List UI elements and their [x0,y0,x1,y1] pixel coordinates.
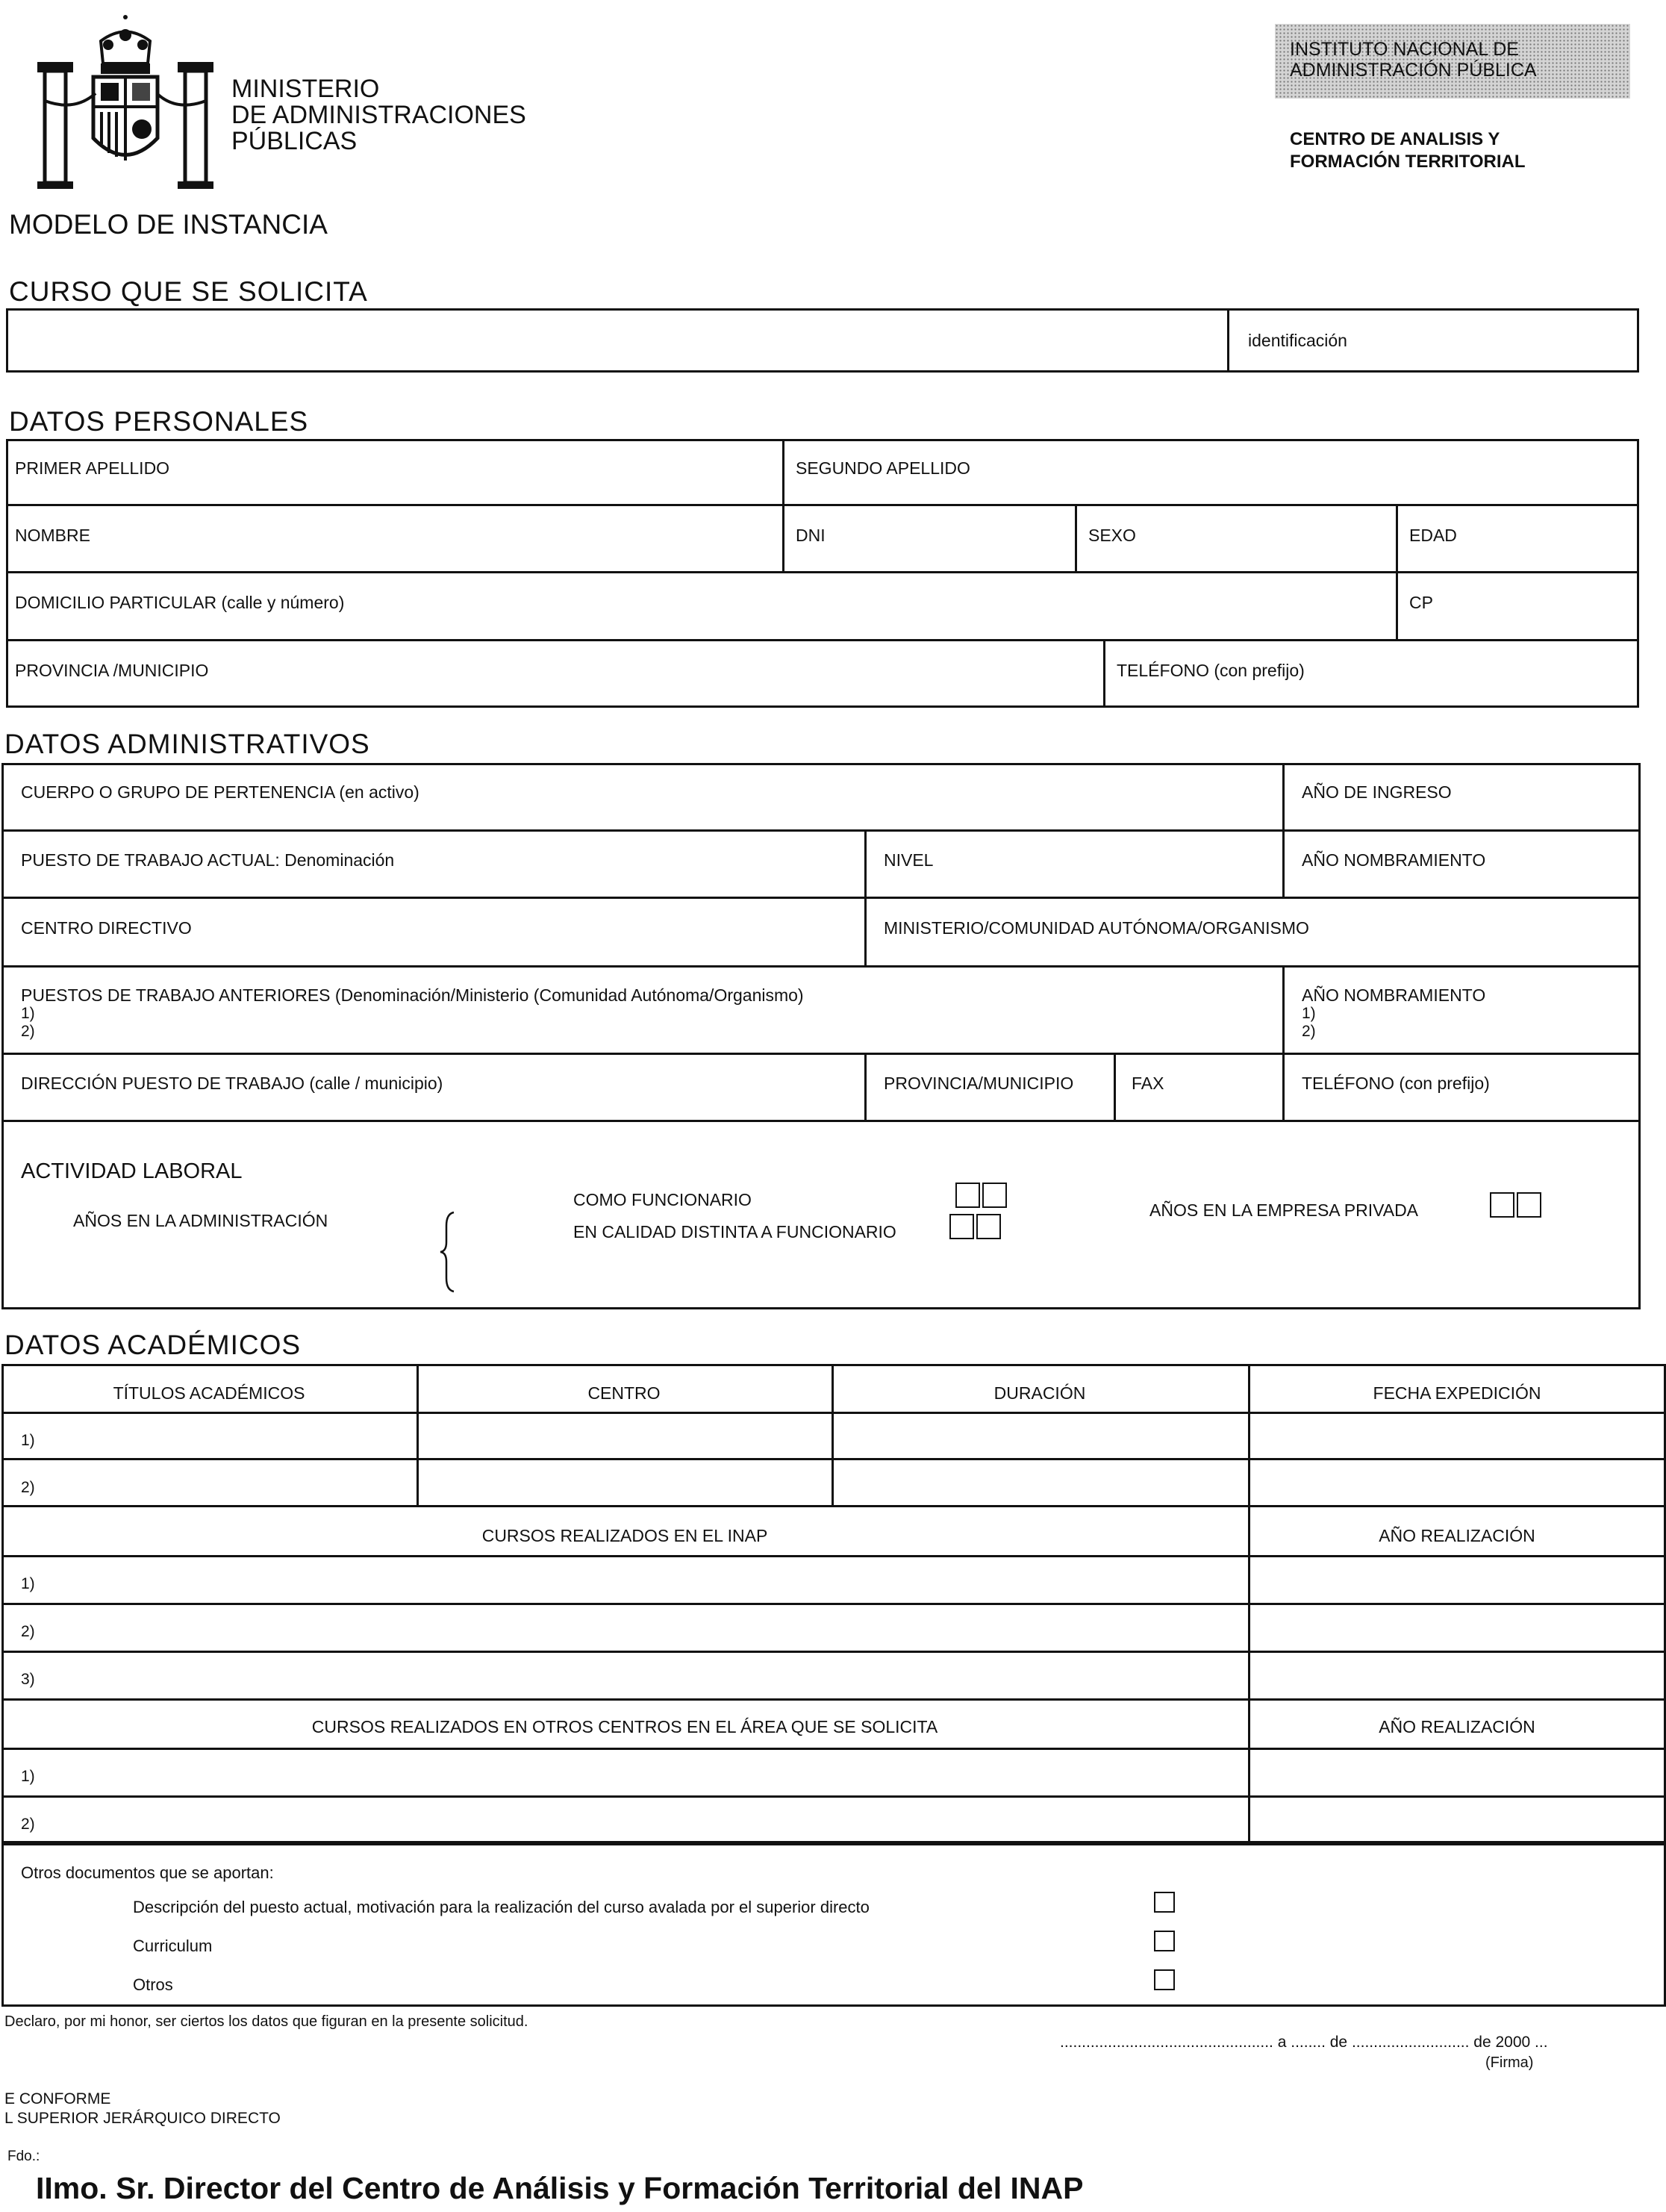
centre-name-line-2: FORMACIÓN TERRITORIAL [1290,152,1526,172]
inap-row-2[interactable]: 2) [21,1623,35,1640]
provincia-municipio-field[interactable]: PROVINCIA/MUNICIPIO [884,1074,1074,1093]
ano-nombramiento-row-1: 1) [1302,1005,1316,1022]
inap-row-3[interactable]: 3) [21,1671,35,1688]
distinta-years-digit-2[interactable] [976,1214,1001,1239]
ano-nombramiento-anteriores[interactable]: AÑO NOMBRAMIENTO [1302,985,1486,1005]
empresa-privada-label: AÑOS EN LA EMPRESA PRIVADA [1149,1200,1419,1220]
form-title: MODELO DE INSTANCIA [9,209,328,240]
section-title-academicos: DATOS ACADÉMICOS [4,1330,302,1360]
primer-apellido-field[interactable]: PRIMER APELLIDO [15,458,170,478]
documento-descripcion-label: Descripción del puesto actual, motivación para la realización del curso avalada por el superior directo [133,1898,870,1916]
fdo-label[interactable]: Fdo.: [7,2149,40,2164]
ministry-name-line-3: PÚBLICAS [231,127,358,155]
ano-nombramiento-row-2: 2) [1302,1023,1316,1040]
inap-header: CURSOS REALIZADOS EN EL INAP [481,1526,768,1545]
centro-directivo-field[interactable]: CENTRO DIRECTIVO [21,918,192,938]
otros-ano-header: AÑO REALIZACIÓN [1379,1717,1535,1736]
col-header-titulos: TÍTULOS ACADÉMICOS [113,1383,305,1403]
documento-curriculum-checkbox[interactable] [1154,1931,1175,1951]
documento-curriculum-label: Curriculum [133,1937,213,1955]
edad-field[interactable]: EDAD [1409,526,1457,545]
fax-field[interactable]: FAX [1132,1074,1164,1093]
anos-administracion-label: AÑOS EN LA ADMINISTRACIÓN [73,1211,328,1230]
ano-ingreso-field[interactable]: AÑO DE INGRESO [1302,782,1452,802]
funcionario-years-digit-1[interactable] [955,1183,980,1208]
conforme-line-2: L SUPERIOR JERÁRQUICO DIRECTO [4,2110,281,2127]
documentos-title: Otros documentos que se aportan: [21,1863,274,1882]
puesto-actual-field[interactable]: PUESTO DE TRABAJO ACTUAL: Denominación [21,850,395,870]
provincia-field[interactable]: PROVINCIA /MUNICIPIO [15,661,209,680]
cp-field[interactable]: CP [1409,593,1433,612]
conforme-line-1: E CONFORME [4,2090,111,2107]
cuerpo-field[interactable]: CUERPO O GRUPO DE PERTENENCIA (en activo) [21,782,419,802]
institute-name-line-1: INSTITUTO NACIONAL DE [1290,39,1519,60]
col-header-centro: CENTRO [587,1383,661,1403]
titulo-row-1[interactable]: 1) [21,1432,35,1449]
titulo-row-2[interactable]: 2) [21,1479,35,1496]
documento-otros-checkbox[interactable] [1154,1969,1175,1990]
como-funcionario-label: COMO FUNCIONARIO [573,1190,752,1209]
section-title-curso: CURSO QUE SE SOLICITA [9,276,368,307]
otros-centros-header: CURSOS REALIZADOS EN OTROS CENTROS EN EL ÁREA QUE SE SOLICITA [311,1717,938,1736]
col-header-duracion: DURACIÓN [993,1383,1086,1403]
coat-of-arms-logo [30,11,216,190]
telefono-trabajo-field[interactable]: TELÉFONO (con prefijo) [1302,1074,1490,1093]
documento-descripcion-checkbox[interactable] [1154,1892,1175,1913]
institute-name-line-2: ADMINISTRACIÓN PÚBLICA [1290,60,1537,81]
funcionario-years-digit-2[interactable] [982,1183,1007,1208]
otros-row-2[interactable]: 2) [21,1816,35,1833]
puestos-anteriores-field[interactable]: PUESTOS DE TRABAJO ANTERIORES (Denominación/Ministerio (Comunidad Autónoma/Organismo) [21,985,804,1005]
telefono-field[interactable]: TELÉFONO (con prefijo) [1117,661,1305,680]
declaration-text: Declaro, por mi honor, ser ciertos los datos que figuran en la presente solicitud. [4,2013,528,2030]
ministerio-field[interactable]: MINISTERIO/COMUNIDAD AUTÓNOMA/ORGANISMO [884,918,1309,938]
privada-years-digit-2[interactable] [1517,1192,1541,1218]
brace-icon [437,1211,460,1293]
firma-label: (Firma) [1485,2054,1534,2071]
calidad-distinta-label: EN CALIDAD DISTINTA A FUNCIONARIO [573,1222,896,1241]
col-header-fecha: FECHA EXPEDICIÓN [1373,1383,1541,1403]
otros-row-1[interactable]: 1) [21,1768,35,1785]
section-title-administrativos: DATOS ADMINISTRATIVOS [4,729,370,759]
nombre-field[interactable]: NOMBRE [15,526,90,545]
actividad-laboral-title: ACTIVIDAD LABORAL [21,1159,243,1183]
dni-field[interactable]: DNI [796,526,826,545]
nivel-field[interactable]: NIVEL [884,850,934,870]
segundo-apellido-field[interactable]: SEGUNDO APELLIDO [796,458,970,478]
privada-years-digit-1[interactable] [1490,1192,1514,1218]
identificacion-label: identificación [1248,331,1347,350]
puestos-anteriores-row-1: 1) [21,1005,35,1022]
addressee-line: IImo. Sr. Director del Centro de Análisis y Formación Territorial del INAP [36,2171,1084,2205]
sexo-field[interactable]: SEXO [1088,526,1136,545]
distinta-years-digit-1[interactable] [949,1214,974,1239]
inap-row-1[interactable]: 1) [21,1575,35,1592]
direccion-field[interactable]: DIRECCIÓN PUESTO DE TRABAJO (calle / municipio) [21,1074,443,1093]
domicilio-field[interactable]: DOMICILIO PARTICULAR (calle y número) [15,593,345,612]
curso-field[interactable] [6,308,1639,373]
centre-name-line-1: CENTRO DE ANALISIS Y [1290,129,1500,149]
documento-otros-label: Otros [133,1975,173,1994]
ministry-name-line-2: DE ADMINISTRACIONES [231,101,526,129]
inap-ano-header: AÑO REALIZACIÓN [1379,1526,1535,1545]
date-line[interactable]: ................................................. a ........ de ........................... de 2000 ... [1060,2034,1548,2051]
section-title-personales: DATOS PERSONALES [9,406,309,437]
personales-table [6,439,1639,708]
ministry-name-line-1: MINISTERIO [231,75,380,103]
puestos-anteriores-row-2: 2) [21,1023,35,1040]
ano-nombramiento-field[interactable]: AÑO NOMBRAMIENTO [1302,850,1486,870]
